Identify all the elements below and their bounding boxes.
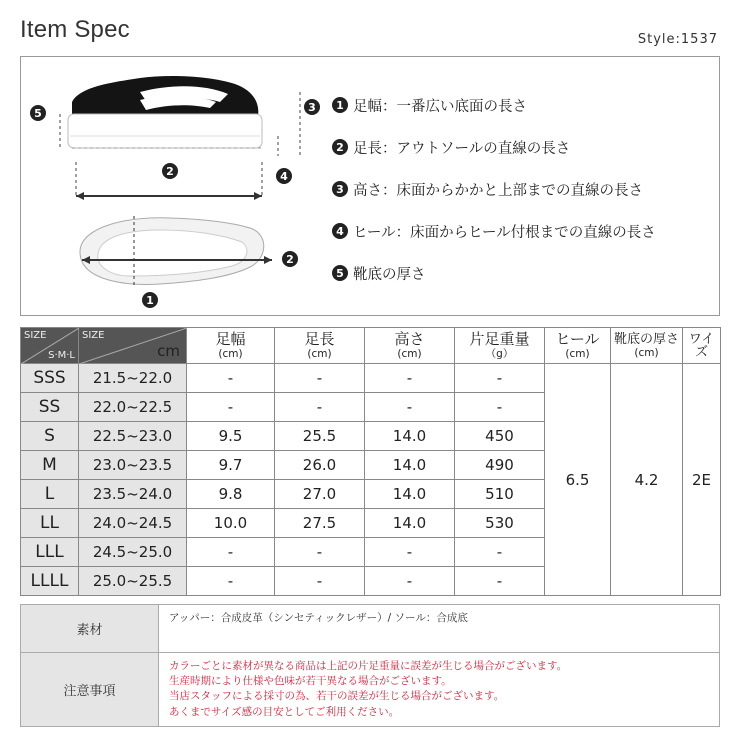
col-header-heel: ヒール (cm) (545, 328, 611, 364)
svg-text:3: 3 (308, 101, 316, 114)
svg-text:4: 4 (280, 170, 288, 183)
number-4-icon: 4 (332, 223, 348, 239)
number-3-icon: 3 (332, 181, 348, 197)
svg-text:1: 1 (146, 294, 154, 307)
table-row: M 23.0~23.5 9.7 26.0 14.0 490 (21, 451, 721, 480)
svg-text:5: 5 (34, 107, 42, 120)
svg-text:2: 2 (166, 165, 174, 178)
wise-value: 2E (683, 364, 721, 596)
page-title: Item Spec (20, 16, 130, 43)
svg-text:2: 2 (286, 253, 294, 266)
caution-label: 注意事項 (21, 653, 159, 727)
marker-3-icon (304, 99, 320, 115)
table-row: L 23.5~24.0 9.8 27.0 14.0 510 (21, 480, 721, 509)
corner-cm: SIZE cm (79, 328, 187, 364)
shoe-diagram (20, 56, 320, 316)
material-row (21, 605, 720, 653)
col-header-wise: ワイズ (683, 328, 721, 364)
sole-thickness-value: 4.2 (611, 364, 683, 596)
number-2-icon: 2 (332, 139, 348, 155)
legend-item-2: 2 足長：アウトソールの直線の長さ (332, 126, 656, 168)
caution-row (21, 653, 720, 727)
table-header-row (21, 328, 721, 364)
legend-item-3: 3 高さ：床面からかかと上部までの直線の長さ (332, 168, 656, 210)
marker-2-side-icon (162, 163, 178, 179)
legend-item-1: 1 足幅：一番広い底面の長さ (332, 84, 656, 126)
size-table (20, 327, 721, 596)
marker-5-icon (30, 105, 46, 121)
table-row: LLL 24.5~25.0 - - - - (21, 538, 721, 567)
notes-table (20, 604, 720, 727)
table-row: LL 24.0~24.5 10.0 27.5 14.0 530 (21, 509, 721, 538)
marker-4-icon (276, 168, 292, 184)
table-row: SSS 21.5~22.0 - - - - 6.5 4.2 2E (21, 364, 721, 393)
table-row: LLLL 25.0~25.5 - - - - (21, 567, 721, 596)
marker-2-sole-icon (282, 251, 298, 267)
marker-1-icon (142, 292, 158, 308)
corner-sml: SIZE S·M·L (21, 328, 79, 364)
style-code: Style:1537 (637, 32, 718, 47)
number-5-icon: 5 (332, 265, 348, 281)
measurement-legend (332, 84, 656, 294)
heel-value: 6.5 (545, 364, 611, 596)
legend-item-5: 5 靴底の厚さ (332, 252, 656, 294)
col-header-weight: 片足重量 （g） (455, 328, 545, 364)
material-text: アッパー：合成皮革（シンセティックレザー）/ ソール：合成底 (159, 605, 720, 653)
number-1-icon: 1 (332, 97, 348, 113)
shoe-side-view (68, 76, 262, 148)
col-header-height: 高さ (cm) (365, 328, 455, 364)
col-header-length: 足長 (cm) (275, 328, 365, 364)
shoe-sole-view (80, 218, 264, 285)
material-label: 素材 (21, 605, 159, 653)
caution-text: カラーごとに素材が異なる商品は上記の片足重量に誤差が生じる場合がございます。 生産時期により仕様や色味が若干異なる場合がございます。 当店スタッフによる採寸の為、若干の誤差が生じる場合がございます。 あくまでサイズ感の目安としてご利用ください。 (159, 653, 720, 727)
legend-item-4: 4 ヒール：床面からヒール付根までの直線の長さ (332, 210, 656, 252)
table-row: S 22.5~23.0 9.5 25.5 14.0 450 (21, 422, 721, 451)
col-header-width: 足幅 (cm) (187, 328, 275, 364)
col-header-sole: 靴底の厚さ (cm) (611, 328, 683, 364)
table-row: SS 22.0~22.5 - - - - (21, 393, 721, 422)
